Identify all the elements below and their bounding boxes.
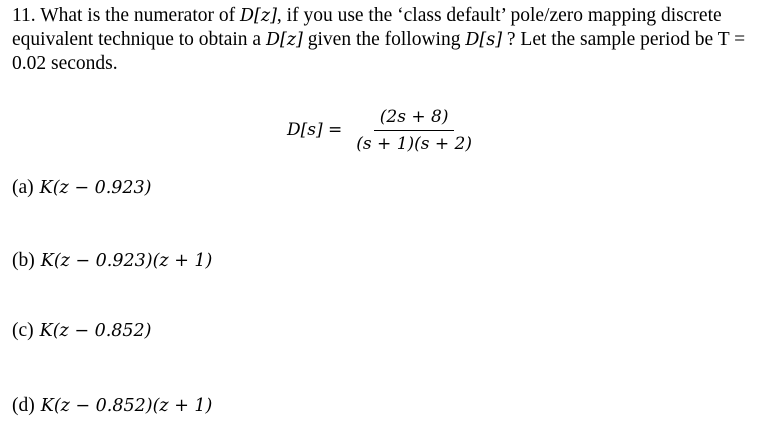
option-d-expression: K(z − 0.852)(z + 1) <box>40 396 213 416</box>
equation-fraction <box>352 107 476 154</box>
transfer-function-equation <box>287 100 476 160</box>
option-d-label: (d) <box>12 395 35 416</box>
question-text <box>12 4 762 75</box>
option-b <box>12 249 212 273</box>
option-c-expression: K(z − 0.852) <box>39 321 152 341</box>
math-ds: D[s] <box>465 30 503 50</box>
equation-denominator: (s + 1)(s + 2) <box>356 133 472 154</box>
question-part-3: given the following <box>307 29 461 50</box>
option-a-expression: K(z − 0.923) <box>39 178 152 198</box>
option-a <box>12 176 152 200</box>
equation-numerator: (2s + 8) <box>374 107 455 131</box>
question-part-1: What is the numerator of <box>40 5 236 26</box>
question-part-2: , if you use the ‘class default’ pole/zero mapping discrete equivalent technique to obtain a <box>12 5 722 50</box>
option-a-label: (a) <box>12 177 34 198</box>
option-b-expression: K(z − 0.923)(z + 1) <box>40 251 213 271</box>
option-c <box>12 319 152 343</box>
equation-lhs: D[s] = <box>287 120 343 140</box>
math-dz: D[z] <box>240 6 277 26</box>
question-number: 11. <box>12 5 36 26</box>
option-d <box>12 394 212 418</box>
option-c-label: (c) <box>12 320 34 341</box>
option-b-label: (b) <box>12 250 35 271</box>
question-part-4: ? Let the sample period be T = 0.02 seconds. <box>12 29 746 74</box>
math-dz-2: D[z] <box>265 30 303 50</box>
